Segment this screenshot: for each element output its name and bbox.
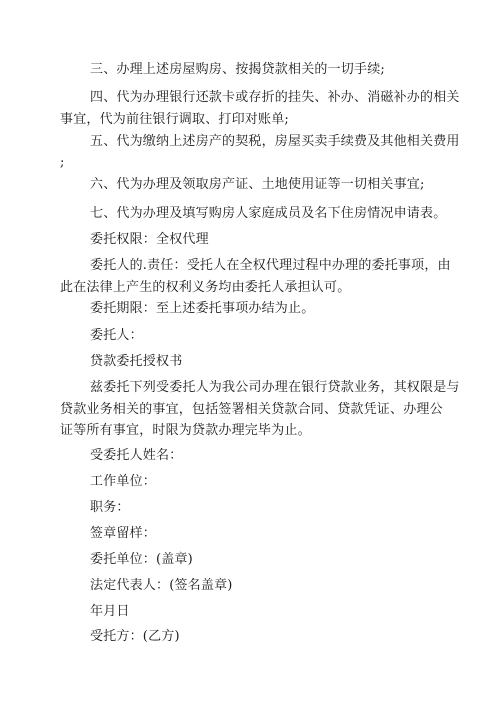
loan-authorization-body: 兹委托下列受委托人为我公司办理在银行贷款业务，其权限是与 [90, 380, 460, 395]
principal-line: 委托人： [90, 328, 143, 343]
loan-authorization-title: 贷款委托授权书 [90, 354, 183, 369]
clause-six: 六、代为办理及领取房产证、土地使用证等一切相关事宜; [90, 177, 425, 192]
clause-four-continued: 事宜，代为前往银行调取、打印对账单; [60, 112, 289, 127]
loan-authorization-body-3: 证等所有事宜，时限为贷款办理完毕为止。 [60, 423, 311, 438]
position-field: 职务： [90, 500, 130, 515]
clause-seven: 七、代为办理及填写购房人家庭成员及名下住房情况申请表。 [90, 206, 447, 221]
signature-sample-field: 签章留样： [90, 526, 157, 541]
clause-five: 五、代为缴纳上述房产的契税，房屋买卖手续费及其他相关费用 [90, 134, 460, 149]
work-unit-field: 工作单位： [90, 474, 157, 489]
agent-name-field: 受委托人姓名： [90, 448, 183, 463]
responsibility-line-continued: 此在法律上产生的权利义务均由委托人承担认可。 [60, 280, 351, 295]
authority-line: 委托权限：全权代理 [90, 232, 209, 247]
term-line: 委托期限：至上述委托事项办结为止。 [90, 301, 315, 316]
clause-four: 四、代为办理银行还款卡或存折的挂失、补办、消磁补办的相关 [90, 90, 460, 105]
responsibility-line: 委托人的.责任：受托人在全权代理过程中办理的委托事项，由 [90, 258, 451, 273]
entrusting-unit-field: 委托单位：(盖章) [90, 552, 193, 567]
trustee-field: 受托方：(乙方) [90, 629, 180, 644]
date-field: 年月日 [90, 604, 130, 619]
legal-representative-field: 法定代表人：(签名盖章) [90, 578, 233, 593]
loan-authorization-body-2: 贷款业务相关的事宜，包括签署相关贷款合同、贷款凭证、办理公 [60, 402, 443, 417]
clause-three: 三、办理上述房屋购房、按揭贷款相关的一切手续; [90, 62, 385, 77]
clause-five-continued: ; [60, 155, 65, 170]
